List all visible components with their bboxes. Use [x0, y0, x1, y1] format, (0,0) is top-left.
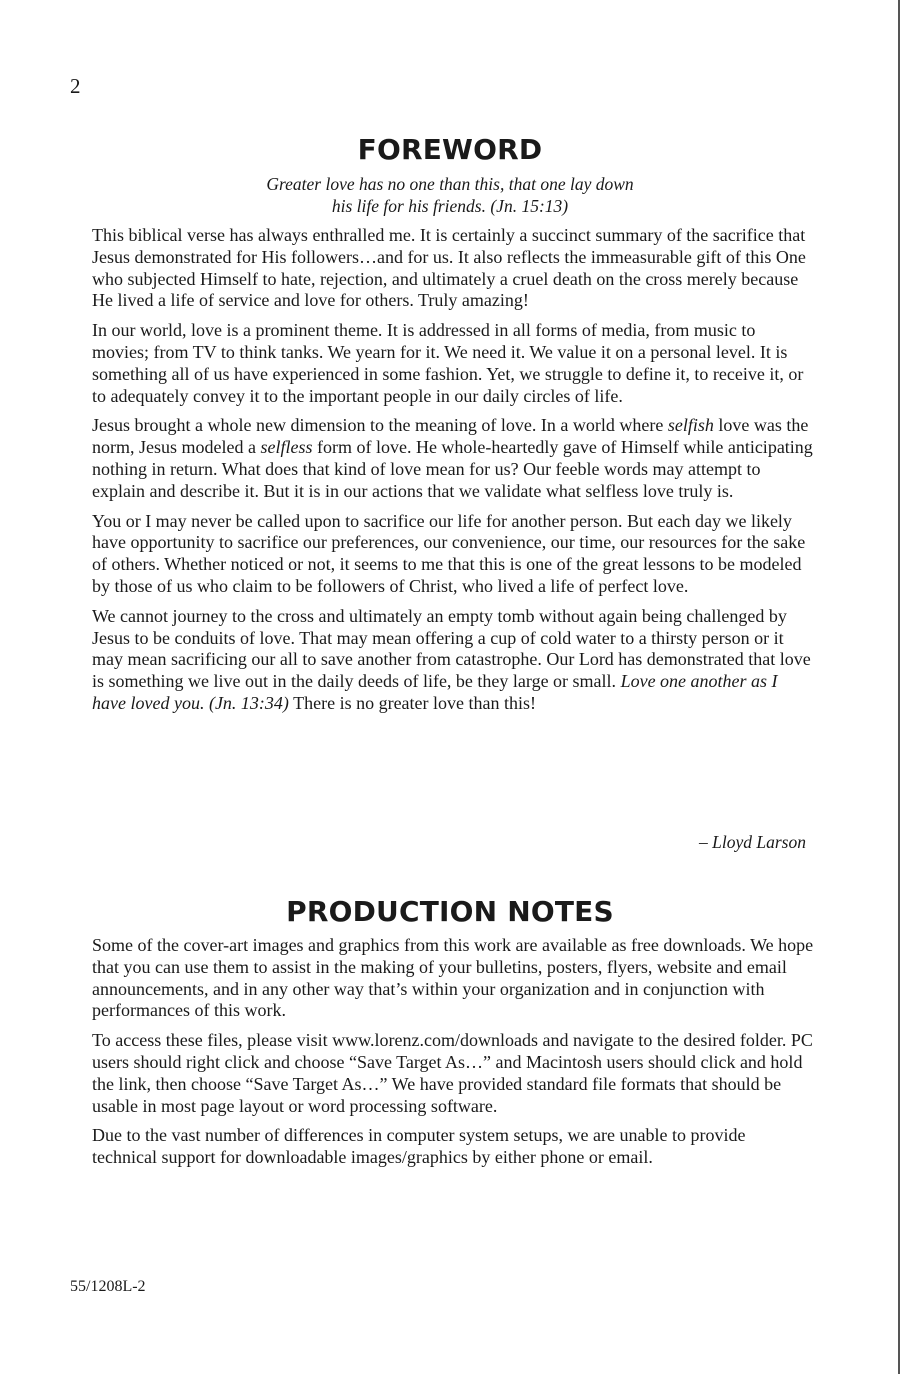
production-paragraph-3: Due to the vast number of differences in computer system setups, we are unable to provide technical support for downloadable images/graphics by either phone or email. — [92, 1125, 746, 1168]
foreword-paragraph-3 — [92, 415, 814, 502]
paragraph-3-text-b: love was the norm, Jesus modeled a — [92, 415, 809, 458]
page-number: 2 — [70, 74, 81, 98]
foreword-paragraph-4: You or I may never be called upon to sacrifice our life for another person. But each day we likely have opportunity to sacrifice our preferences, our convenience, our time, our resources for the sake of others. Whether noticed or not, it seems to me that this is one of the great lessons to be modeled by those of us who claim to be followers of Christ, who lived a life of perfect love. — [92, 510, 806, 596]
foreword-paragraph-2: In our world, love is a prominent theme. It is addressed in all forms of media, from music to movies; from TV to think tanks. We yearn for it. We need it. We value it on a personal level. It is something all of us have experienced in some fashion. Yet, we struggle to define it, to receive it, or to adequately convey it to the important people in our daily circles of life. — [92, 320, 804, 406]
foreword-title: FOREWORD — [357, 133, 543, 166]
epigraph-line-2: his life for his friends. (Jn. 15:13) — [331, 196, 569, 216]
foreword-epigraph — [150, 173, 750, 217]
epigraph-line-1: Greater love has no one than this, that one lay down — [266, 174, 634, 194]
production-notes-title: PRODUCTION NOTES — [286, 895, 614, 928]
foreword-paragraph-5 — [92, 606, 814, 715]
paragraph-5-text-b: There is no greater love than this! — [288, 692, 537, 713]
production-paragraph-2: To access these files, please visit www.lorenz.com/downloads and navigate to the desired folder. PC users should right click and choose “Save Target As…” and Macintosh users should click and hold the link, then choose “Save Target As…” We have provided standard file formats that should be usable in most page layout or word processing software. — [92, 1030, 813, 1116]
paragraph-3-emphasis-selfish: selfish — [667, 415, 714, 436]
paragraph-3-text-c: form of love. He whole-heartedly gave of Himself while anticipating nothing in return. What does that kind of love mean for us? Our feeble words may attempt to explain and describe it. But it is in our actions that we validate what selfless love truly is. — [92, 437, 813, 501]
foreword-paragraph-1: This biblical verse has always enthralled me. It is certainly a succinct summary of the sacrifice that Jesus demonstrated for His followers…and for us. It also reflects the immeasurable gift of this One who subjected Himself to hate, rejection, and ultimately a cruel death on the cross merely because He lived a life of service and love for others. Truly amazing! — [92, 225, 806, 311]
production-notes-body — [92, 935, 814, 1177]
paragraph-5-scripture-quote: Love one another as I have loved you. (Jn. 13:34) — [92, 671, 778, 713]
paragraph-3-emphasis-selfless: selfless — [260, 437, 313, 458]
production-paragraph-1: Some of the cover-art images and graphics from this work are available as free downloads. We hope that you can use them to assist in the making of your bulletins, posters, flyers, website and email announcements, and in any other way that’s within your organization and in conjunction with performances of this work. — [92, 935, 814, 1021]
paragraph-3-text-a: Jesus brought a whole new dimension to the meaning of love. In a world where — [92, 415, 668, 436]
foreword-signature: – Lloyd Larson — [699, 832, 806, 852]
foreword-body — [92, 225, 814, 723]
paragraph-5-text-a: We cannot journey to the cross and ultimately an empty tomb without again being challenged by Jesus to be conduits of love. That may mean offering a cup of cold water to a thirsty person or it may mean sacrificing our all to save another from catastrophe. Our Lord has demonstrated that love is something we live out in the daily deeds of life, be they large or small. — [92, 605, 811, 692]
footer-catalog-code: 55/1208L-2 — [70, 1278, 146, 1295]
